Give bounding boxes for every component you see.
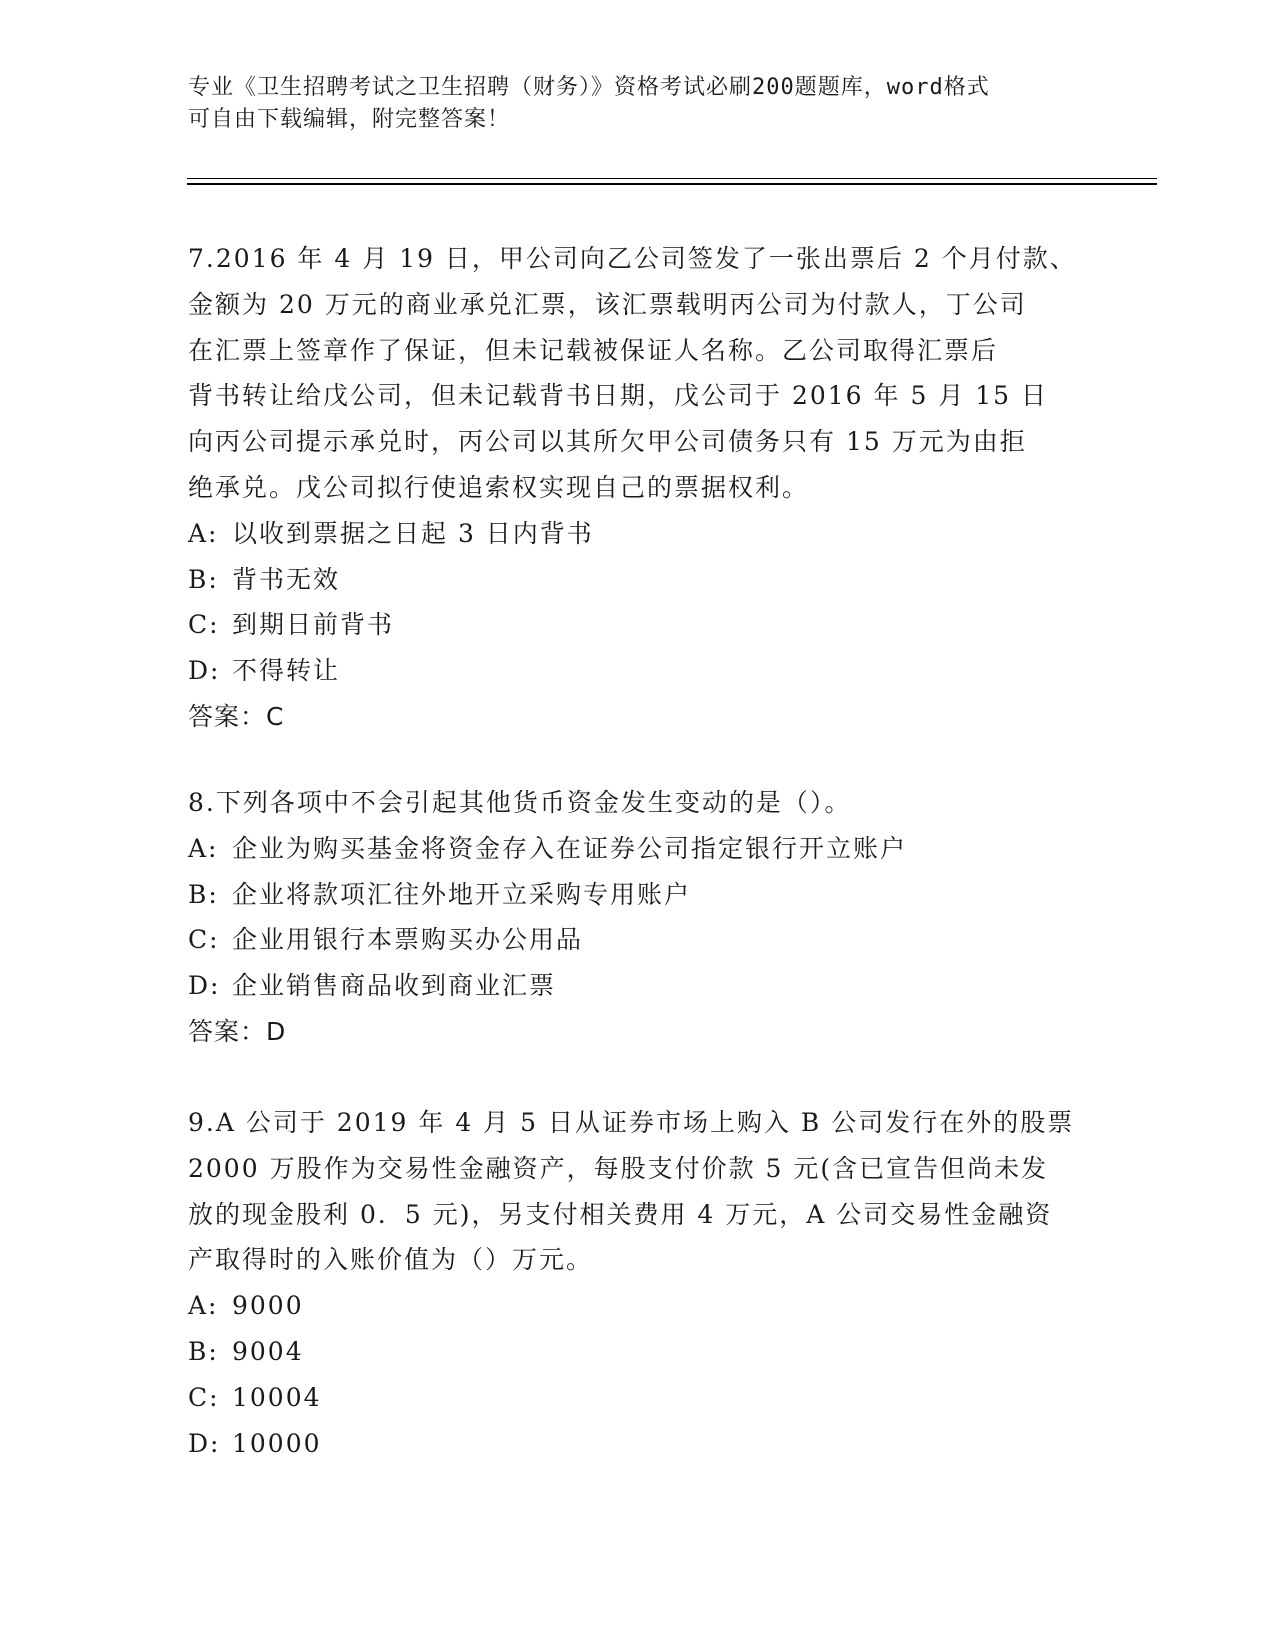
option-c [188,917,1088,963]
option-text: 企业用银行本票购买办公用品 [232,925,584,955]
question-8 [188,780,1088,1055]
option-d [188,648,1088,694]
answer-line: 答案：C [188,701,285,731]
option-text: 到期日前背书 [232,610,395,640]
option-text: 10000 [232,1428,322,1458]
stem-line: 产取得时的入账价值为（）万元。 [188,1245,594,1275]
question-stem [188,780,1088,826]
stem-line: 7.2016 年 4 月 19 日，甲公司向乙公司签发了一张出票后 2 个月付款、 [188,244,1077,273]
question-9 [188,1100,1088,1466]
stem-line: 背书转让给戊公司，但未记载背书日期，戊公司于 2016 年 5 月 15 日 [188,381,1049,411]
option-key: D: [188,971,221,1001]
option-key: B: [188,1336,219,1366]
option-b [188,557,1088,603]
option-d [188,1421,1088,1467]
stem-line: 8.下列各项中不会引起其他货币资金发生变动的是（）。 [188,788,852,817]
option-text: 企业销售商品收到商业汇票 [232,971,557,1001]
stem-line: 向丙公司提示承兑时，丙公司以其所欠甲公司债务只有 15 万元为由拒 [188,427,1027,457]
option-key: A: [188,518,219,548]
option-text: 9004 [232,1336,304,1366]
header-divider-thick [187,183,1157,185]
option-key: D: [188,1428,221,1458]
stem-line: 9.A 公司于 2019 年 4 月 5 日从证券市场上购入 B 公司发行在外的股票 [188,1108,1075,1137]
stem-line: 放的现金股利 0．5 元)，另支付相关费用 4 万元，A 公司交易性金融资 [188,1199,1053,1229]
option-key: C: [188,925,220,955]
option-key: B: [188,879,219,909]
option-a [188,1283,1088,1329]
option-key: C: [188,1382,220,1412]
option-c [188,602,1088,648]
question-stem [188,236,1088,511]
stem-line: 金额为 20 万元的商业承兑汇票，该汇票载明丙公司为付款人，丁公司 [188,289,1027,319]
option-key: D: [188,656,221,686]
option-key: A: [188,1291,219,1321]
option-a [188,511,1088,557]
option-text: 9000 [232,1291,304,1321]
option-key: A: [188,833,219,863]
question-7 [188,236,1088,740]
option-key: C: [188,610,220,640]
option-b [188,872,1088,918]
option-key: B: [188,564,219,594]
option-text: 不得转让 [232,656,341,686]
stem-line: 绝承兑。戊公司拟行使追索权实现自己的票据权利。 [188,472,810,502]
option-text: 10004 [232,1382,322,1412]
header-line-2: 可自由下载编辑，附完整答案！ [188,107,511,132]
option-text: 背书无效 [232,564,341,594]
option-a [188,826,1088,872]
answer-line: 答案：D [188,1016,287,1046]
option-text: 企业将款项汇往外地开立采购专用账户 [232,879,692,909]
stem-line: 2000 万股作为交易性金融资产，每股支付价款 5 元(含已宣告但尚未发 [188,1153,1049,1183]
header-divider-thin [187,178,1157,179]
stem-line: 在汇票上签章作了保证，但未记载被保证人名称。乙公司取得汇票后 [188,335,999,365]
option-b [188,1329,1088,1375]
option-d [188,963,1088,1009]
document-header [188,72,1088,136]
header-line-1: 专业《卫生招聘考试之卫生招聘（财务）》资格考试必刷200题题库，word格式 [188,75,990,100]
option-text: 企业为购买基金将资金存入在证券公司指定银行开立账户 [232,833,908,863]
question-stem [188,1100,1088,1283]
option-text: 以收到票据之日起 3 日内背书 [232,518,594,548]
option-c [188,1375,1088,1421]
